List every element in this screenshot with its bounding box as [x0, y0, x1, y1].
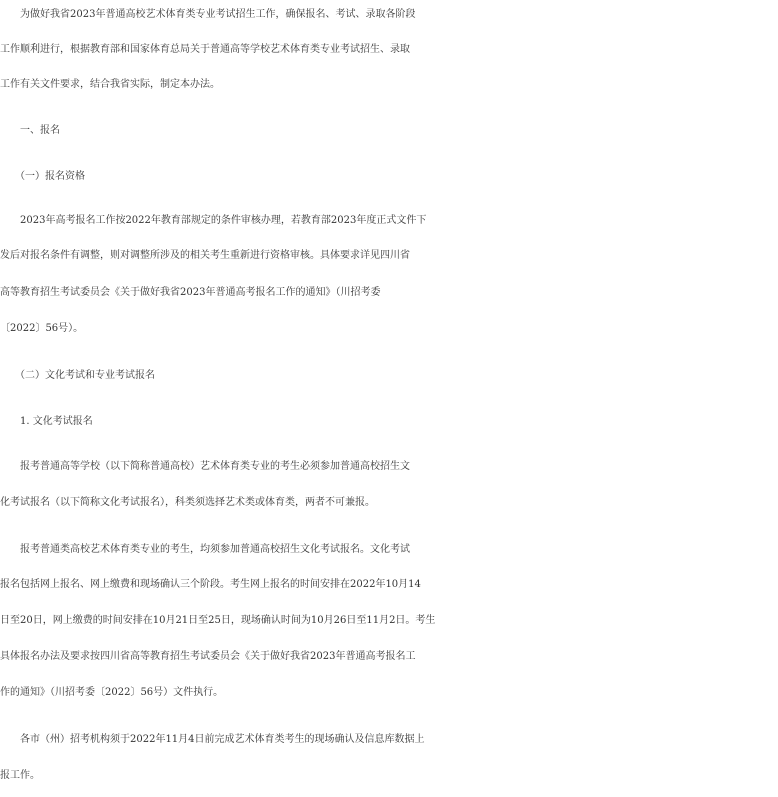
- section-heading-registration: 一、报名: [0, 125, 60, 136]
- subsection-heading-eligibility: （一）报名资格: [0, 171, 85, 182]
- text-line-intro-1: 为做好我省2023年普通高校艺术体育类专业考试招生工作，确保报名、考试、录取各阶段: [0, 9, 416, 20]
- text-line-intro-2: 工作顺利进行，根据教育部和国家体育总局关于普通高等学校艺术体育类专业考试招生、录取: [0, 44, 410, 55]
- item-heading-culture-exam: 1. 文化考试报名: [0, 416, 93, 427]
- text-line-schedule-2: 报名包括网上报名、网上缴费和现场确认三个阶段。考生网上报名的时间安排在2022年10月14: [0, 579, 421, 590]
- text-line-schedule-4: 具体报名办法及要求按四川省高等教育招生考试委员会《关于做好我省2023年普通高考报名工: [0, 651, 416, 662]
- text-line-culture-2: 化考试报名（以下简称文化考试报名），科类须选择艺术类或体育类，两者不可兼报。: [0, 497, 375, 508]
- text-line-eligibility-3: 高等教育招生考试委员会《关于做好我省2023年普通高考报名工作的通知》（川招考委: [0, 287, 381, 298]
- text-line-deadline-2: 报工作。: [0, 770, 40, 781]
- text-line-schedule-1: 报考普通类高校艺术体育类专业的考生，均须参加普通高校招生文化考试报名。文化考试: [0, 544, 410, 555]
- text-line-schedule-3: 日至20日，网上缴费的时间安排在10月21日至25日，现场确认时间为10月26日至11月2日。考生: [0, 615, 436, 626]
- text-line-eligibility-4: 〔2022〕56号）。: [0, 323, 84, 334]
- text-line-deadline-1: 各市（州）招考机构须于2022年11月4日前完成艺术体育类考生的现场确认及信息库数据上: [0, 734, 425, 745]
- text-line-culture-1: 报考普通高等学校（以下简称普通高校）艺术体育类专业的考生必须参加普通高校招生文: [0, 461, 410, 472]
- subsection-heading-exam-registration: （二）文化考试和专业考试报名: [0, 370, 155, 381]
- text-line-intro-3: 工作有关文件要求，结合我省实际，制定本办法。: [0, 79, 220, 90]
- text-line-schedule-5: 作的通知》（川招考委〔2022〕56号）文件执行。: [0, 687, 224, 698]
- text-line-eligibility-1: 2023年高考报名工作按2022年教育部规定的条件审核办理，若教育部2023年度正式文件下: [0, 215, 427, 226]
- text-line-eligibility-2: 发后对报名条件有调整，则对调整所涉及的相关考生重新进行资格审核。具体要求详见四川省: [0, 250, 410, 261]
